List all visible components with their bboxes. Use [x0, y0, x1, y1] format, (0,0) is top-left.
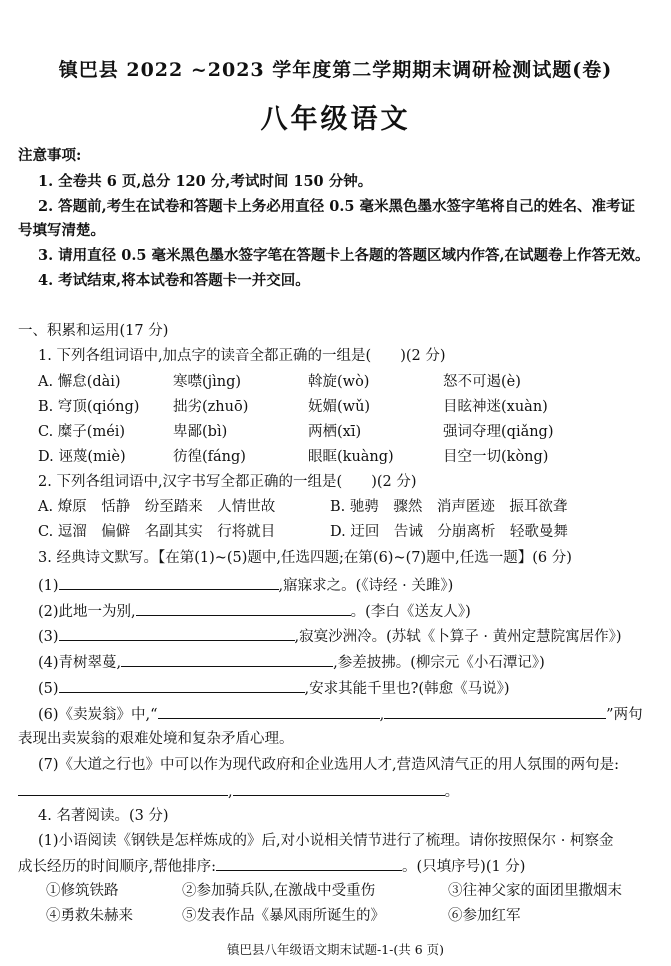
event-text: ⑤发表作品《暴风雨所诞生的》 — [182, 908, 385, 924]
q3-stem: 3. 经典诗文默写。【在第(1)~(5)题中,任选四题;在第(6)~(7)题中,任选一题】(6 分) — [38, 550, 572, 566]
item-suffix: ,寂寞沙洲冷。(苏轼《卜算子 · 黄州定慧院寓居作》) — [294, 629, 622, 645]
option-text: 寒噤(jìng) — [173, 374, 242, 390]
page-footer: 镇巴县八年级语文期末试题-1-(共 6 页) — [226, 942, 445, 957]
q4-stem: 4. 名著阅读。(3 分) — [38, 808, 169, 824]
item-prefix: (2)此地一为别, — [38, 604, 136, 620]
q1-option-c — [38, 422, 657, 442]
answer-blank[interactable] — [158, 704, 380, 719]
q1-option-b — [38, 397, 657, 417]
q3-item-5 — [38, 678, 657, 699]
item-separator: , — [379, 707, 385, 723]
event-text: ①修筑铁路 — [46, 883, 119, 899]
exam-title: 镇巴县 2022 ~2023 学年度第二学期期末调研检测试题(卷) — [58, 59, 613, 81]
answer-blank[interactable] — [384, 704, 606, 719]
option-text: 彷徨(fáng) — [173, 449, 246, 465]
option-text: 眼眶(kuàng) — [308, 449, 394, 465]
option-text: D. 诬蔑(miè) — [38, 449, 126, 465]
item-suffix: ,参差披拂。(柳宗元《小石潭记》) — [333, 655, 545, 671]
option-text: 妩媚(wǔ) — [308, 399, 371, 415]
q4-sub1-line2 — [18, 856, 657, 877]
option-text: 怒不可遏(è) — [443, 374, 521, 390]
q3-item-4 — [38, 652, 657, 673]
option-text: 目空一切(kòng) — [443, 449, 549, 465]
option-text: 两栖(xī) — [308, 424, 362, 440]
q3-item-1 — [38, 575, 657, 596]
option-text: B. 驰骋 骤然 消声匿迹 振耳欲聋 — [330, 499, 568, 515]
answer-blank[interactable] — [18, 781, 228, 796]
answer-blank[interactable] — [59, 626, 295, 641]
section1-heading: 一、积累和运用(17 分) — [18, 323, 169, 339]
answer-blank[interactable] — [59, 678, 305, 693]
option-text: C. 逗溜 偏僻 名副其实 行将就目 — [38, 524, 276, 540]
item-prefix: (5) — [38, 681, 59, 697]
note-2-cont: 号填写清楚。 — [18, 222, 105, 239]
answer-blank[interactable] — [216, 856, 402, 871]
q4-sub1-line1: (1)小语阅读《钢铁是怎样炼成的》后,对小说相关情节进行了梳理。请你按照保尔 · 柯察金 — [38, 833, 614, 849]
q4-events-row2 — [46, 906, 657, 926]
item-suffix: 。 — [444, 784, 460, 800]
item-prefix: (3) — [38, 629, 59, 645]
item-prefix: 成长经历的时间顺序,帮他排序: — [18, 859, 216, 875]
item-separator: , — [228, 784, 233, 800]
q3-item-7-answer — [18, 781, 657, 802]
event-text: ③往神父家的面团里撒烟末 — [448, 883, 622, 899]
answer-blank[interactable] — [121, 652, 333, 667]
option-text: C. 糜子(méi) — [38, 424, 126, 440]
item-prefix: (6)《卖炭翁》中,“ — [38, 707, 158, 723]
notes-heading: 注意事项: — [18, 147, 82, 164]
subject-title: 八年级语文 — [260, 104, 411, 135]
answer-blank[interactable] — [233, 781, 445, 796]
event-text: ④勇救朱赫来 — [46, 908, 133, 924]
option-text: D. 迂回 告诫 分崩离析 轻歌曼舞 — [330, 524, 568, 540]
q2-options-cd — [38, 522, 657, 542]
q1-stem: 1. 下列各组词语中,加点字的读音全都正确的一组是( )(2 分) — [38, 348, 446, 364]
q4-events-row1 — [46, 881, 657, 901]
q3-item-6-cont: 表现出卖炭翁的艰难处境和复杂矛盾心理。 — [18, 731, 294, 747]
q2-options-ab — [38, 497, 657, 517]
q3-item-7: (7)《大道之行也》中可以作为现代政府和企业选用人才,营造风清气正的用人氛围的两句是: — [38, 757, 620, 773]
option-text: 卑鄙(bì) — [173, 424, 228, 440]
option-text: B. 穹顶(qióng) — [38, 399, 140, 415]
option-text: 强词夺理(qiǎng) — [443, 424, 554, 440]
option-text: 目眩神迷(xuàn) — [443, 399, 548, 415]
item-suffix: 。(李白《送友人》) — [350, 604, 471, 620]
answer-blank[interactable] — [136, 601, 351, 616]
note-2: 2. 答题前,考生在试卷和答题卡上务必用直径 0.5 毫米黑色墨水签字笔将自己的姓名、准考证 — [38, 198, 636, 215]
option-text: A. 懈怠(dài) — [38, 374, 121, 390]
answer-blank[interactable] — [59, 575, 279, 590]
q3-item-6 — [38, 704, 657, 725]
note-3: 3. 请用直径 0.5 毫米黑色墨水签字笔在答题卡上各题的答题区域内作答,在试题卷上作答无效。 — [38, 247, 650, 264]
item-suffix: ”两句 — [606, 707, 643, 723]
q1-option-a — [38, 372, 657, 392]
option-text: A. 燎原 恬静 纷至踏来 人情世故 — [38, 499, 276, 515]
event-text: ②参加骑兵队,在激战中受重伤 — [182, 883, 376, 899]
q2-stem: 2. 下列各组词语中,汉字书写全都正确的一组是( )(2 分) — [38, 474, 417, 490]
q1-option-d — [38, 447, 657, 467]
note-1: 1. 全卷共 6 页,总分 120 分,考试时间 150 分钟。 — [38, 173, 373, 190]
q3-item-3 — [38, 626, 657, 647]
option-text: 斡旋(wò) — [308, 374, 370, 390]
item-suffix: ,寤寐求之。(《诗经 · 关雎》) — [278, 578, 454, 594]
q3-item-2 — [38, 601, 657, 622]
option-text: 拙劣(zhuō) — [173, 399, 249, 415]
item-prefix: (1) — [38, 578, 59, 594]
event-text: ⑥参加红军 — [448, 908, 521, 924]
item-suffix: 。(只填序号)(1 分) — [402, 859, 526, 875]
item-prefix: (4)青树翠蔓, — [38, 655, 122, 671]
note-4: 4. 考试结束,将本试卷和答题卡一并交回。 — [38, 272, 310, 289]
item-suffix: ,安求其能千里也?(韩愈《马说》) — [304, 681, 510, 697]
